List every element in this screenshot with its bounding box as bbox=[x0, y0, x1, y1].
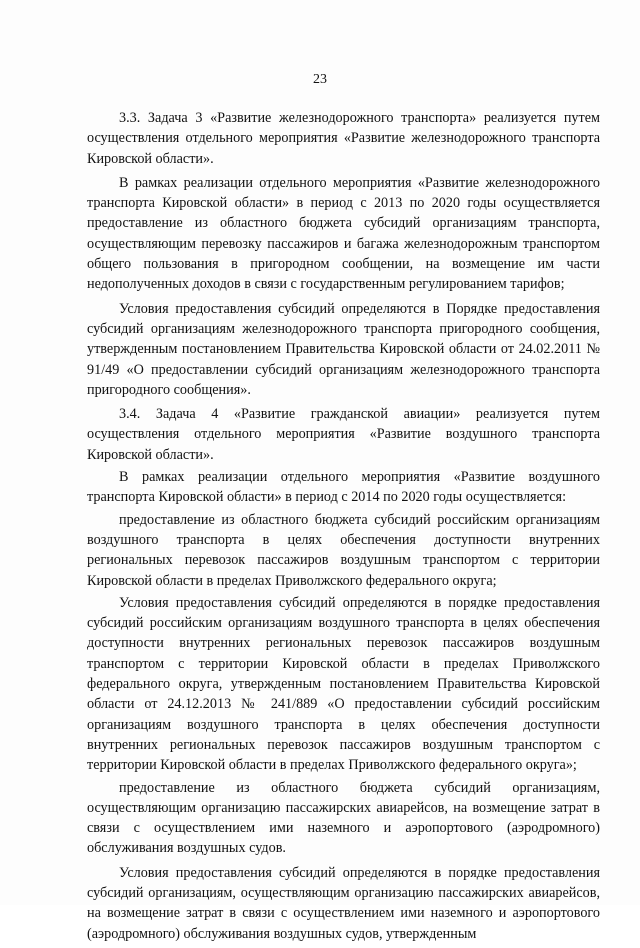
paragraph-air-subsidy-2: предоставление из областного бюджета субсидий организациям, осуществляющим организацию пассажирских авиарейсов, на возмещение затрат в связи с осуществлением ими наземного и аэропортового (аэродромного) обслуживания воздушных судов. bbox=[87, 779, 600, 857]
page-number: 23 bbox=[313, 72, 327, 87]
document-body bbox=[87, 108, 600, 948]
paragraph-railway-measure: В рамках реализации отдельного мероприятия «Развитие железнодорожного транспорта Кировской области» в период с 2013 по 2020 годы осуществляется предоставление из областного бюджета субсидий организациям транспорта, осуществляющим перевозку пассажиров и багажа железнодорожным транспортом общего пользования в пригородном сообщении, на возмещение им части недополученных доходов в связи с государственным регулированием тарифов; bbox=[87, 174, 600, 293]
paragraph-task-3: 3.3. Задача 3 «Развитие железнодорожного транспорта» реализуется путем осуществления отдельного мероприятия «Развитие железнодорожного транспорта Кировской области». bbox=[87, 110, 600, 167]
paragraph-task-4: 3.4. Задача 4 «Развитие гражданской авиации» реализуется путем осуществления отдельного мероприятия «Развитие воздушного транспорта Кировской области». bbox=[87, 406, 600, 463]
paragraph-air-conditions-2: Условия предоставления субсидий определяются в порядке предоставления субсидий организациям, осуществляющим организацию пассажирских авиарейсов, на возмещение затрат в связи с осуществлением ими наземного и аэропортового (аэродромного) обслуживания воздушных судов, утвержденным bbox=[87, 864, 600, 942]
paragraph-air-measure: В рамках реализации отдельного мероприятия «Развитие воздушного транспорта Кировской области» в период с 2014 по 2020 годы осуществляется: bbox=[87, 469, 600, 506]
paragraph-railway-conditions: Условия предоставления субсидий определяются в Порядке предоставления субсидий организациям железнодорожного транспорта пригородного сообщения, утвержденным постановлением Правительства Кировской области от 24.02.2011 № 91/49 «О предоставлении субсидий организациям железнодорожного транспорта пригородного сообщения». bbox=[87, 300, 600, 398]
paragraph-air-conditions-1: Условия предоставления субсидий определяются в порядке предоставления субсидий российским организациям воздушного транспорта в целях обеспечения доступности внутренних региональных перевозок пассажиров воздушным транспортом с территории Кировской области в пределах Приволжского федерального округа, утвержденным постановлением Правительства Кировской области от 24.12.2013 № 241/889 «О предоставлении субсидий российским организациям воздушного транспорта в целях обеспечения доступности внутренних региональных перевозок пассажиров воздушным транспортом с территории Кировской области в пределах Приволжского федерального округа»; bbox=[87, 594, 600, 774]
paragraph-air-subsidy-1: предоставление из областного бюджета субсидий российским организациям воздушного транспорта в целях обеспечения доступности внутренних региональных перевозок пассажиров воздушным транспортом с территории Кировской области в пределах Приволжского федерального округа; bbox=[87, 511, 600, 589]
